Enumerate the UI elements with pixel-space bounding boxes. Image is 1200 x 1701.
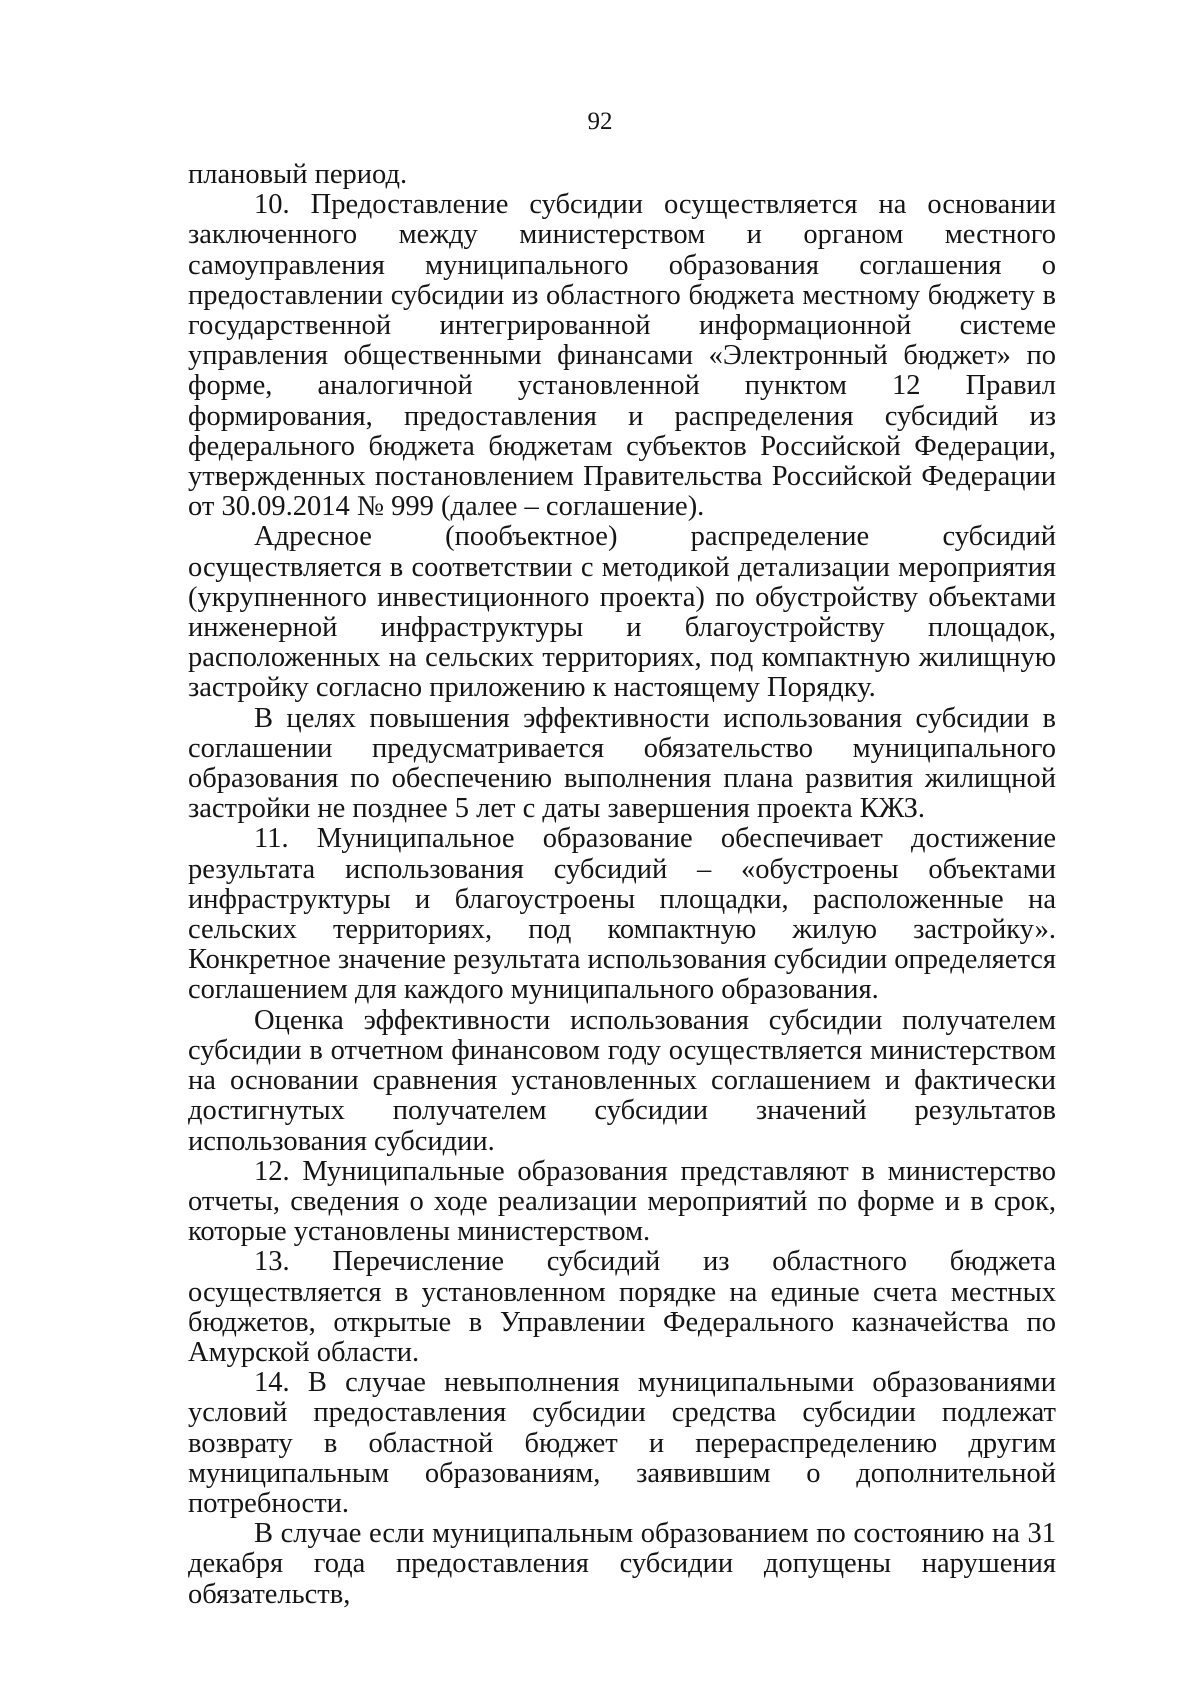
document-body xyxy=(188,160,1056,1610)
paragraph-10-agreement: 10. Предоставление субсидии осуществляется на основании заключенного между министерством и органом местного самоуправления муниципального образования соглашения о предоставлении субсидии из областного бюджета местному бюджету в государственной интегрированной информационной системе управления общественными финансами «Электронный бюджет» по форме, аналогичной установленной пунктом 12 Правил формирования, предоставления и распределения субсидий из федерального бюджета бюджетам субъектов Российской Федерации, утвержденных постановлением Правительства Российской Федерации от 30.09.2014 № 999 (далее – соглашение). xyxy=(188,189,1056,523)
paragraph-14-non-fulfillment: 14. В случае невыполнения муниципальными образованиями условий предоставления субсидии средства субсидии подлежат возврату в областной бюджет и перераспределению другим муниципальным образованиям, заявившим о дополнительной потребности. xyxy=(188,1367,1056,1519)
paragraph-planned-period: плановый период. xyxy=(188,159,408,190)
page-number: 92 xyxy=(587,108,613,135)
paragraph-11-result: 11. Муниципальное образование обеспечивает достижение результата использования субсидий – «обустроены объектами инфраструктуры и благоустроены площадки, расположенные на сельских территориях, под компактную жилую застройку». Конкретное значение результата использования субсидии определяется соглашением для каждого муниципального образования. xyxy=(188,823,1056,1006)
paragraph-efficiency-obligation: В целях повышения эффективности использования субсидии в соглашении предусматривается обязательство муниципального образования по обеспечению выполнения плана развития жилищной застройки не позднее 5 лет с даты завершения проекта КЖЗ. xyxy=(188,702,1056,825)
paragraph-violation-case: В случае если муниципальным образованием по состоянию на 31 декабря года предоставления субсидии допущены нарушения обязательств, xyxy=(188,1518,1056,1610)
paragraph-efficiency-assessment: Оценка эффективности использования субсидии получателем субсидии в отчетном финансовом году осуществляется министерством на основании сравнения установленных соглашением и фактически достигнутых получателем субсидии значений результатов использования субсидии. xyxy=(188,1004,1056,1157)
paragraph-12-reports: 12. Муниципальные образования представляют в министерство отчеты, сведения о ходе реализации мероприятий по форме и в срок, которые установлены министерством. xyxy=(188,1155,1056,1248)
paragraph-address-distribution: Адресное (пообъектное) распределение субсидий осуществляется в соответствии с методикой детализации мероприятия (укрупненного инвестиционного проекта) по обустройству объектами инженерной инфраструктуры и благоустройству площадок, расположенных на сельских территориях, под компактную жилищную застройку согласно приложению к настоящему Порядку. xyxy=(188,521,1056,704)
paragraph-13-transfer: 13. Перечисление субсидий из областного бюджета осуществляется в установленном порядке на единые счета местных бюджетов, открытые в Управлении Федерального казначейства по Амурской области. xyxy=(188,1246,1056,1368)
